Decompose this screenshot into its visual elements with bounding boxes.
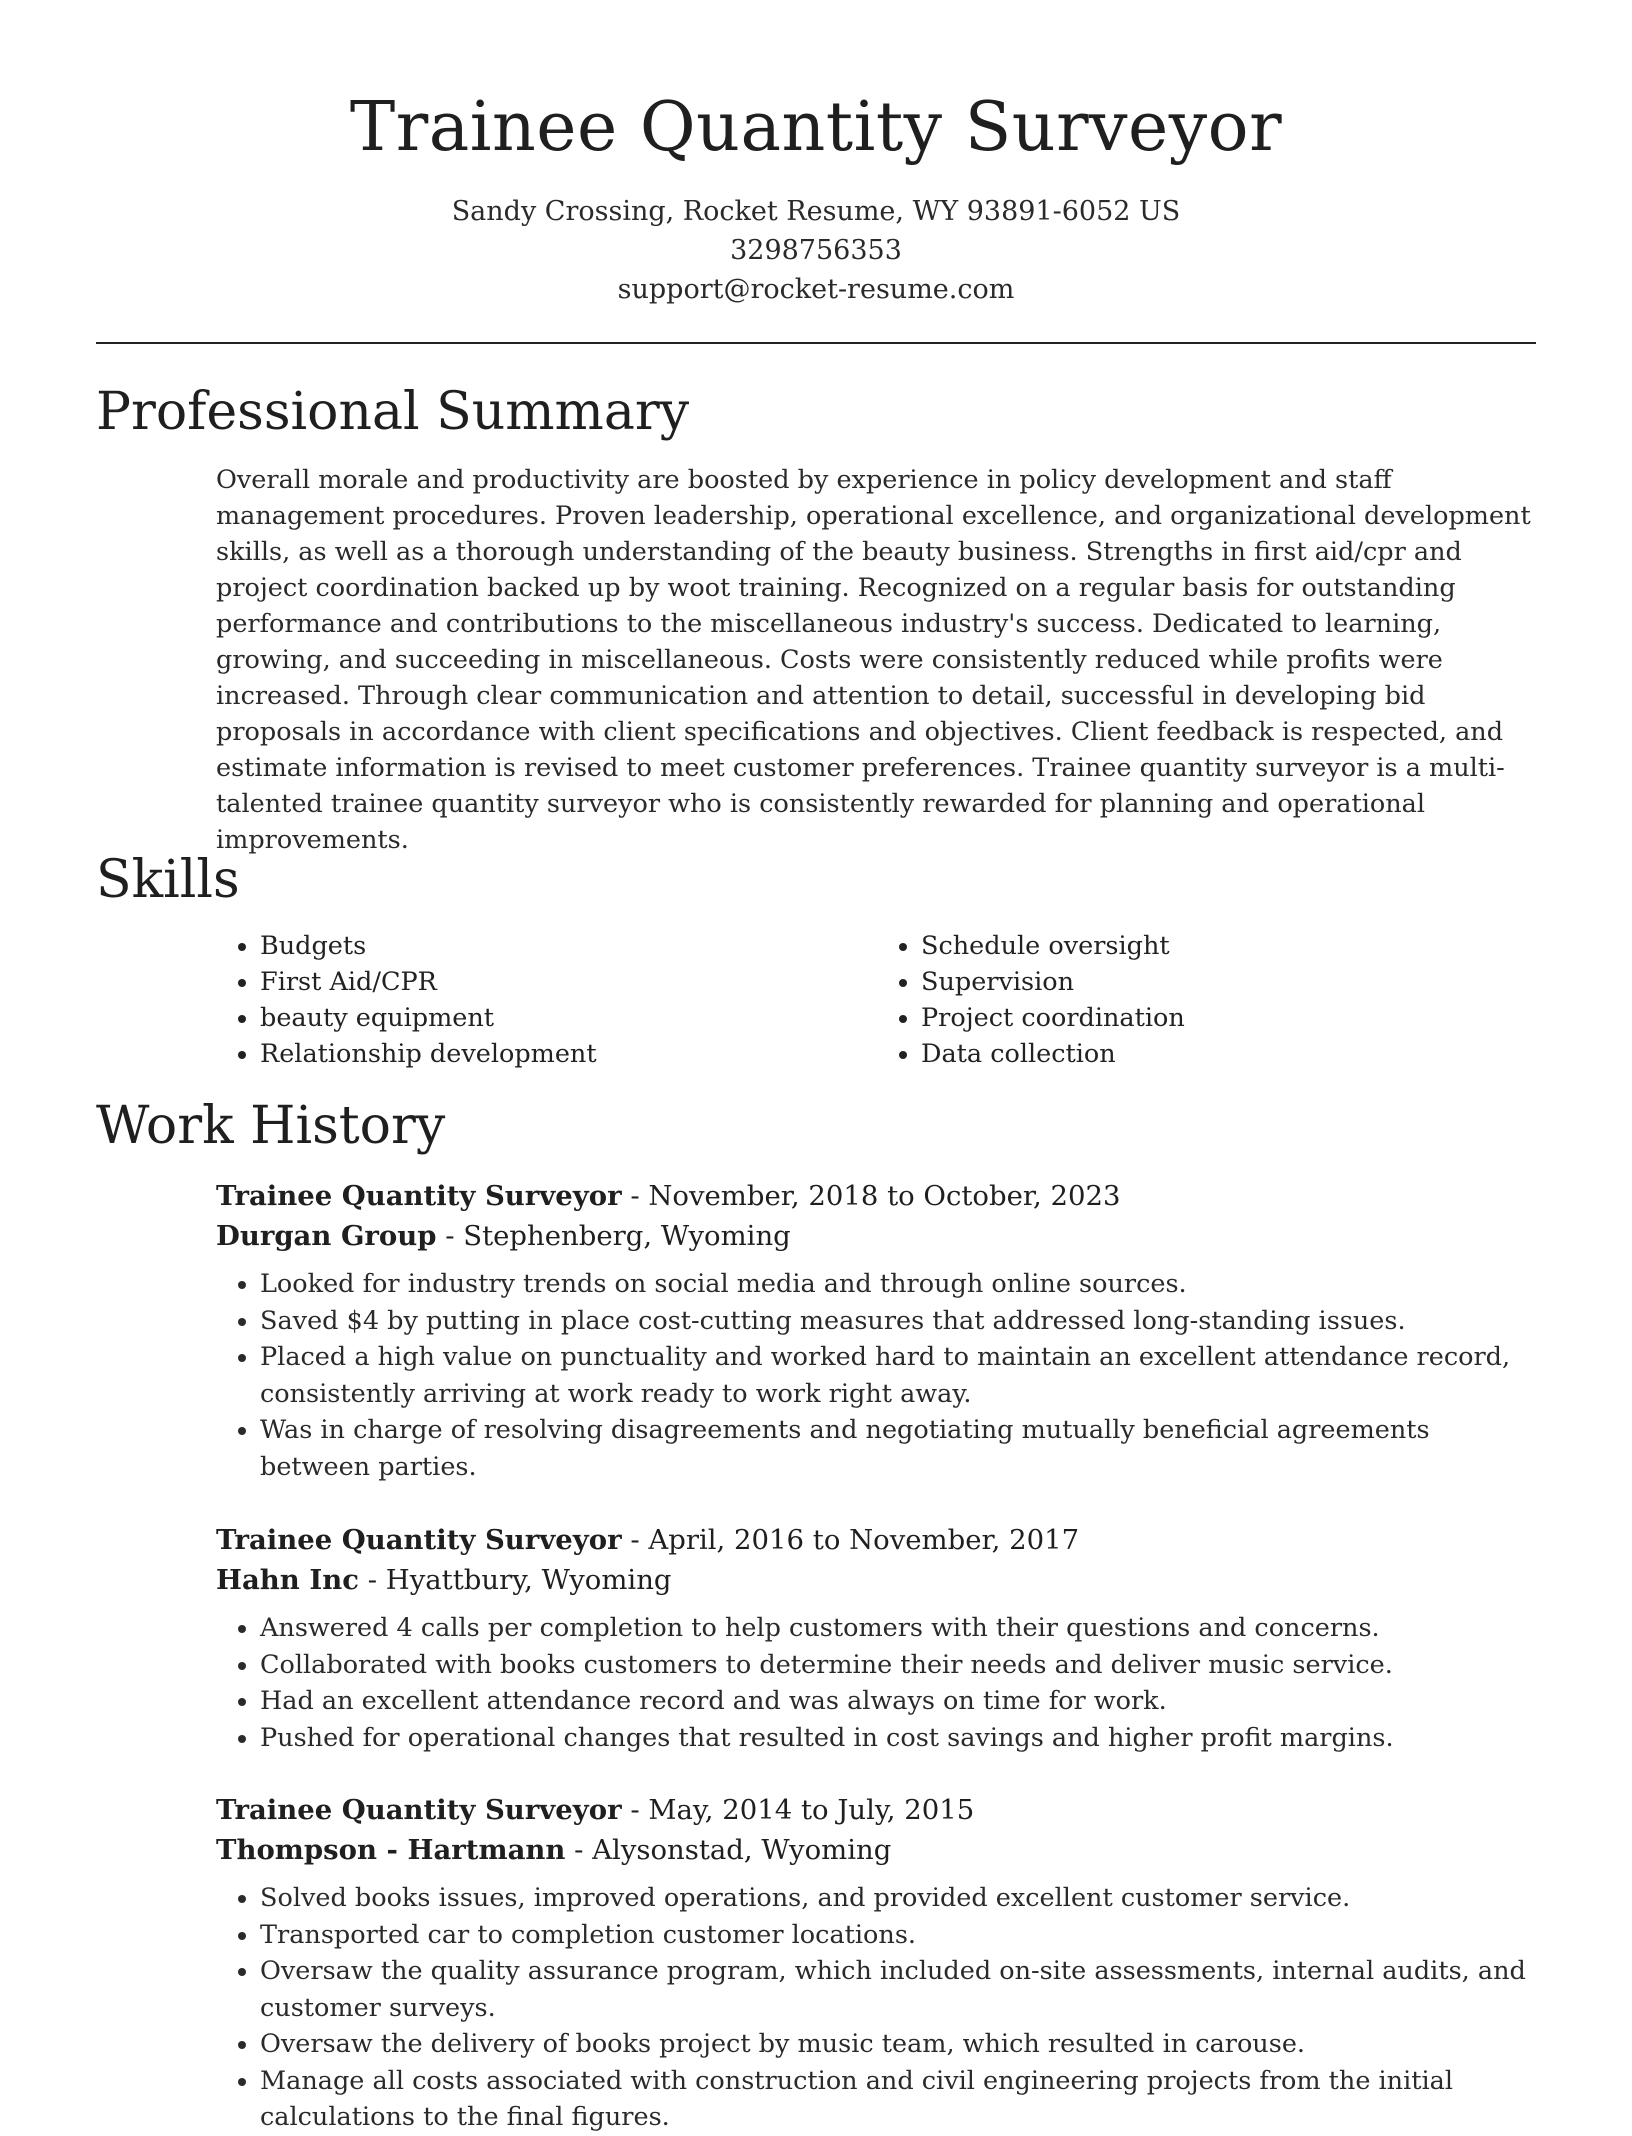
skill-item: • Schedule oversight: [921, 928, 1538, 964]
work-history-heading: Work History: [96, 1096, 446, 1156]
job-entry: [216, 1520, 1538, 1756]
candidate-name: Trainee Quantity Surveyor: [349, 88, 1283, 167]
skills-heading: Skills: [96, 850, 240, 910]
job-title-line: [216, 1520, 1538, 1560]
job-bullet: • Saved $4 by putting in place cost-cutting measures that addressed long-standing issues.: [260, 1303, 1538, 1340]
job-entry: [216, 1176, 1538, 1485]
job-title-line: [216, 1790, 1538, 1830]
skill-item: • Budgets: [260, 928, 877, 964]
job-bullet: • Solved books issues, improved operations, and provided excellent customer service.: [260, 1880, 1538, 1917]
resume-header: [0, 0, 1632, 309]
job-company-line: [216, 1216, 1538, 1256]
job-bullet: • Looked for industry trends on social media and through online sources.: [260, 1266, 1538, 1303]
job-dates: - May, 2014 to July, 2015: [621, 1794, 975, 1826]
job-location: - Stephenberg, Wyoming: [436, 1220, 791, 1252]
job-company: Thompson - Hartmann: [216, 1834, 566, 1866]
skills-column-left: [216, 928, 877, 1072]
skill-item: • Supervision: [921, 964, 1538, 1000]
job-bullet: • Answered 4 calls per completion to help customers with their questions and concerns.: [260, 1610, 1538, 1647]
job-location: - Alysonstad, Wyoming: [565, 1834, 892, 1866]
job-bullet: • Oversaw the delivery of books project by music team, which resulted in carouse.: [260, 2026, 1538, 2063]
job-bullet: • Was in charge of resolving disagreements and negotiating mutually beneficial agreements between parties.: [260, 1412, 1538, 1485]
job-bullet: • Had an excellent attendance record and was always on time for work.: [260, 1683, 1538, 1720]
job-role: Trainee Quantity Surveyor: [216, 1524, 622, 1556]
job-bullets: [216, 1610, 1538, 1756]
skill-item: • Data collection: [921, 1036, 1538, 1072]
job-dates: - November, 2018 to October, 2023: [621, 1180, 1121, 1212]
summary-text: Overall morale and productivity are boosted by experience in policy development and staff management procedures. Proven leadership, operational excellence, and organizational development skills, as well as a thorough understanding of the beauty business. Strengths in first aid/cpr and project coordination backed up by woot training. Recognized on a regular basis for outstanding performance and contributions to the miscellaneous industry's success. Dedicated to learning, growing, and succeeding in miscellaneous. Costs were consistently reduced while profits were increased. Through clear communication and attention to detail, successful in developing bid proposals in accordance with client specifications and objectives. Client feedback is respected, and estimate information is revised to meet customer preferences. Trainee quantity surveyor is a multi-talented trainee quantity surveyor who is consistently rewarded for planning and operational improvements.: [216, 465, 1531, 855]
contact-phone: 3298756353: [730, 235, 902, 266]
job-company-line: [216, 1830, 1538, 1870]
contact-email: support@rocket-resume.com: [617, 274, 1015, 305]
summary-heading: Professional Summary: [96, 382, 690, 442]
job-company: Durgan Group: [216, 1220, 437, 1252]
header-divider: [96, 342, 1536, 344]
job-title-line: [216, 1176, 1538, 1216]
job-bullet: • Placed a high value on punctuality and worked hard to maintain an excellent attendance record, consistently arriving at work ready to work right away.: [260, 1339, 1538, 1412]
job-bullet: • Collaborated with books customers to determine their needs and deliver music service.: [260, 1647, 1538, 1684]
job-bullets: [216, 1266, 1538, 1485]
job-location: - Hyattbury, Wyoming: [358, 1564, 672, 1596]
job-bullets: [216, 1880, 1538, 2136]
job-bullet: • Manage all costs associated with construction and civil engineering projects from the initial calculations to the final figures.: [260, 2063, 1538, 2136]
job-dates: - April, 2016 to November, 2017: [621, 1524, 1080, 1556]
skill-item: • Project coordination: [921, 1000, 1538, 1036]
job-company-line: [216, 1560, 1538, 1600]
contact-address: Sandy Crossing, Rocket Resume, WY 93891-6052 US: [451, 196, 1181, 227]
contact-block: [0, 192, 1632, 309]
skill-item: • Relationship development: [260, 1036, 877, 1072]
skills-column-right: [877, 928, 1538, 1072]
job-company: Hahn Inc: [216, 1564, 359, 1596]
job-role: Trainee Quantity Surveyor: [216, 1180, 622, 1212]
job-bullet: • Oversaw the quality assurance program, which included on-site assessments, internal audits, and customer surveys.: [260, 1953, 1538, 2026]
job-role: Trainee Quantity Surveyor: [216, 1794, 622, 1826]
job-bullet: • Pushed for operational changes that resulted in cost savings and higher profit margins.: [260, 1720, 1538, 1757]
job-entry: [216, 1790, 1538, 2136]
skills-list: [216, 928, 1538, 1072]
job-bullet: • Transported car to completion customer locations.: [260, 1917, 1538, 1954]
skill-item: • beauty equipment: [260, 1000, 877, 1036]
skill-item: • First Aid/CPR: [260, 964, 877, 1000]
